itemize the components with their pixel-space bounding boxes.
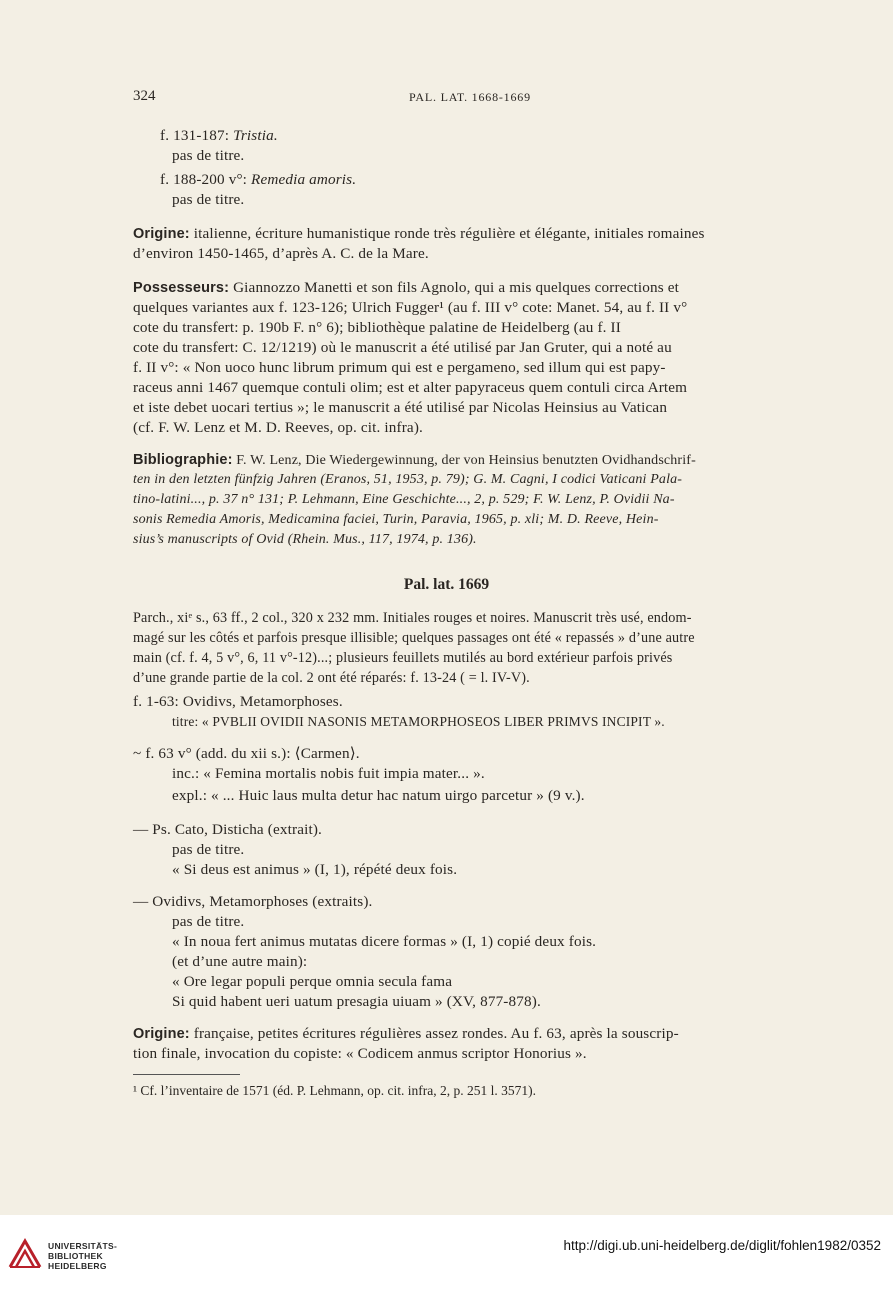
possesseurs-line: raceus anni 1467 quemque contuli olim; est et alter papyraceus quem contuli circa Artem <box>133 379 688 396</box>
origine-line: Origine: italienne, écriture humanistique ronde très régulière et élégante, initiales romaines <box>133 225 705 242</box>
entry-note: pas de titre. <box>172 191 245 208</box>
content-line: inc.: « Femina mortalis nobis fuit impia mater... ». <box>172 765 485 782</box>
content-line: f. 1-63: Ovidivs, Metamorphoses. <box>133 693 343 710</box>
library-name: UNIVERSITÄTS- BIBLIOTHEK HEIDELBERG <box>48 1241 118 1271</box>
origine-label: Origine: <box>133 226 190 242</box>
bibliographie-line: ten in den letzten fünfzig Jahren (Eranos, 51, 1953, p. 79); G. M. Cagni, I codici Vaticani Pala- <box>133 472 683 487</box>
origine-line: d’environ 1450-1465, d’après A. C. de la Mare. <box>133 245 429 262</box>
content-line: pas de titre. <box>172 913 245 930</box>
bibliographie-line: tino-latini..., p. 37 n° 131; P. Lehmann, Eine Geschichte..., 2, p. 529; F. W. Lenz, P. Ovidii Na- <box>133 492 675 507</box>
bibliographie-line: sonis Remedia Amoris, Medicamina faciei, Turin, Paravia, 1965, p. xli; M. D. Reeve, Hein- <box>133 512 659 527</box>
content-line: titre: « PVBLII OVIDII NASONIS METAMORPHOSEOS LIBER PRIMVS INCIPIT ». <box>172 714 665 729</box>
footnote-divider <box>133 1074 240 1075</box>
possesseurs-line: Possesseurs: Giannozzo Manetti et son fils Agnolo, qui a mis quelques corrections et <box>133 279 679 296</box>
possesseurs-line: cote du transfert: C. 12/1219) où le manuscrit a été utilisé par Jan Gruter, qui a noté au <box>133 339 672 356</box>
running-title: PAL. LAT. 1668-1669 <box>409 90 531 104</box>
content-line: « Ore legar populi perque omnia secula fama <box>172 973 453 990</box>
content-line: Si quid habent ueri uatum presagia uiuam » (XV, 877-878). <box>172 993 541 1010</box>
possesseurs-line: et iste debet uocari tertius »; le manuscrit a été utilisé par Nicolas Heinsius au Vatican <box>133 399 668 416</box>
content-line: « Si deus est animus » (I, 1), répété deux fois. <box>172 861 458 878</box>
description-line: d’une grande partie de la col. 2 ont été réparés: f. 13-24 ( = l. IV-V). <box>133 670 530 686</box>
description-line: main (cf. f. 4, 5 v°, 6, 11 v°-12)...; plusieurs feuillets mutilés au bord extérieur parfois privés <box>133 650 673 666</box>
bibliographie-line: sius’s manuscripts of Ovid (Rhein. Mus., 117, 1974, p. 136). <box>133 532 477 547</box>
section-title: Pal. lat. 1669 <box>403 576 490 593</box>
possesseurs-label: Possesseurs: <box>133 280 230 296</box>
footer-bar <box>0 1215 893 1293</box>
bibliographie-label: Bibliographie: <box>133 452 233 468</box>
possesseurs-line: f. II v°: « Non uoco hunc librum primum qui est e pergameno, sed illum qui est papy- <box>133 359 666 376</box>
entry-tristia: f. 131-187: Tristia. <box>160 127 278 144</box>
description-line: Parch., xiᵉ s., 63 ff., 2 col., 320 x 232 mm. Initiales rouges et noires. Manuscrit très usé, endom- <box>133 610 692 626</box>
origine-line: Origine: française, petites écritures régulières assez rondes. Au f. 63, après la souscrip- <box>133 1025 679 1042</box>
entry-note: pas de titre. <box>172 147 245 164</box>
origine-line: tion finale, invocation du copiste: « Codicem anmus scriptor Honorius ». <box>133 1045 587 1062</box>
footnote: ¹ Cf. l’inventaire de 1571 (éd. P. Lehmann, op. cit. infra, 2, p. 251 l. 3571). <box>133 1083 536 1098</box>
page-number: 324 <box>133 88 156 104</box>
content-line: « In noua fert animus mutatas dicere formas » (I, 1) copié deux fois. <box>172 933 597 950</box>
content-line: expl.: « ... Huic laus multa detur hac natum uirgo parcetur » (9 v.). <box>172 787 585 804</box>
content-line: (et d’une autre main): <box>172 953 308 970</box>
source-url[interactable]: http://digi.ub.uni-heidelberg.de/diglit/fohlen1982/0352 <box>563 1238 881 1253</box>
content-line: — Ovidivs, Metamorphoses (extraits). <box>133 893 373 910</box>
content-line: pas de titre. <box>172 841 245 858</box>
bibliographie-line: Bibliographie: F. W. Lenz, Die Wiedergewinnung, der von Heinsius benutzten Ovidhandschrif- <box>133 452 696 468</box>
entry-remedia: f. 188-200 v°: Remedia amoris. <box>160 171 357 188</box>
origine-label: Origine: <box>133 1026 190 1042</box>
description-line: magé sur les côtés et parfois presque illisible; quelques passages ont été « repassés » d’une autre <box>133 630 695 646</box>
content-line: — Ps. Cato, Disticha (extrait). <box>133 821 322 838</box>
content-line: ~ f. 63 v° (add. du xii s.): ⟨Carmen⟩. <box>133 745 360 762</box>
possesseurs-line: (cf. F. W. Lenz et M. D. Reeves, op. cit. infra). <box>133 419 423 436</box>
library-logo-icon <box>8 1237 42 1271</box>
possesseurs-line: cote du transfert: p. 190b F. n° 6); bibliothèque palatine de Heidelberg (au f. II <box>133 319 621 336</box>
possesseurs-line: quelques variantes aux f. 123-126; Ulrich Fugger¹ (au f. III v° cote: Manet. 54, au f. II v° <box>133 299 688 316</box>
